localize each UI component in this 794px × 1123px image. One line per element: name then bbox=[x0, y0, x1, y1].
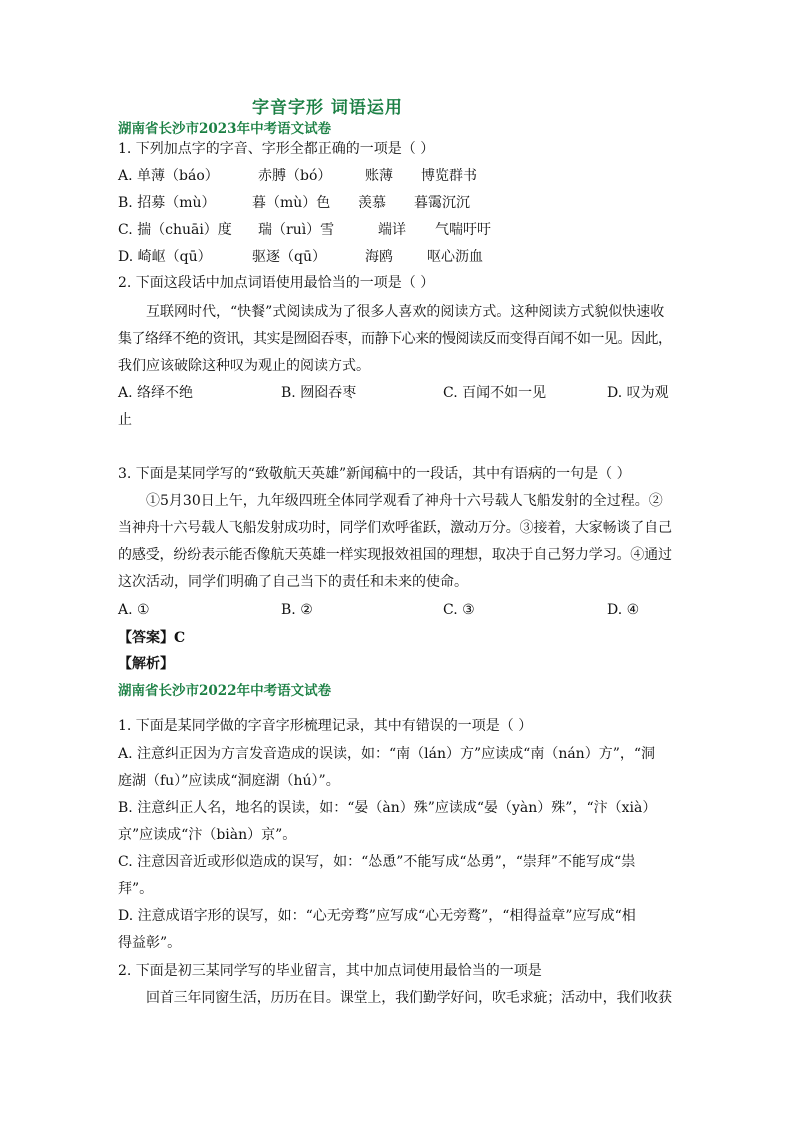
question-1-2023-stem: 1. 下列加点字的字音、字形全都正确的一项是（ ） bbox=[118, 141, 435, 157]
q1-option-d-3: 海鸥 bbox=[365, 249, 393, 265]
q2-option-b: B. 囫囵吞枣 bbox=[281, 385, 357, 401]
q1-option-c-3: 端详 bbox=[378, 222, 406, 238]
source-heading-2022: 湖南省长沙市2022年中考语文试卷 bbox=[118, 683, 332, 699]
q1-2022-option-b-line-1: B. 注意纠正人名，地名的误读，如：“晏（àn）殊”应读成“晏（yàn）殊”，“汴（xià） bbox=[118, 800, 657, 816]
q1-2022-option-d-line-2: 得益彰”。 bbox=[118, 935, 182, 951]
q3-passage-line-4: 这次活动，同学们明确了自己当下的责任和未来的使命。 bbox=[118, 574, 468, 590]
q2-option-c: C. 百闻不如一见 bbox=[443, 385, 547, 401]
q3-option-d: D. ④ bbox=[607, 602, 640, 618]
q2-passage-line-1: 互联网时代，“快餐”式阅读成为了很多人喜欢的阅读方式。这种阅读方式貌似快速收 bbox=[146, 304, 665, 320]
q3-option-c: C. ③ bbox=[443, 602, 475, 618]
q1-option-c-4: 气喘吁吁 bbox=[435, 222, 491, 238]
q2-option-d: D. 叹为观 bbox=[607, 385, 669, 401]
answer-value: C bbox=[174, 630, 186, 646]
q2-option-d-wrap: 止 bbox=[118, 412, 132, 428]
q1-option-a-4: 博览群书 bbox=[421, 168, 477, 184]
question-2-2023-stem: 2. 下面这段话中加点词语使用最恰当的一项是（ ） bbox=[118, 275, 435, 291]
q1-option-a-2: 赤膊（bó） bbox=[258, 168, 332, 184]
q1-option-b-3: 羡慕 bbox=[358, 195, 386, 211]
q1-option-b-2: 暮（mù）色 bbox=[252, 195, 331, 211]
answer-label: 【答案】 bbox=[118, 630, 174, 646]
question-1-2022-stem: 1. 下面是某同学做的字音字形梳理记录，其中有错误的一项是（ ） bbox=[118, 718, 533, 734]
q3-option-a: A. ① bbox=[118, 602, 150, 618]
q1-option-c-1: C. 揣（chuāi）度 bbox=[118, 222, 232, 238]
analysis-label: 【解析】 bbox=[118, 656, 174, 672]
q2-option-a: A. 络绎不绝 bbox=[118, 385, 194, 401]
q1-option-b-1: B. 招募（mù） bbox=[118, 195, 216, 211]
q1-option-a-1: A. 单薄（báo） bbox=[118, 168, 219, 184]
q2-2022-passage-line-1: 回首三年同窗生活，历历在目。课堂上，我们勤学好问，吹毛求疵；活动中，我们收获 bbox=[146, 990, 672, 1006]
q1-2022-option-a-line-2: 庭湖（fu）”应读成“洞庭湖（hú）”。 bbox=[118, 773, 340, 789]
q2-passage-line-2: 集了络绎不绝的资讯，其实是囫囵吞枣，而静下心来的慢阅读反而变得百闻不如一见。因此， bbox=[118, 331, 672, 347]
q3-passage-line-2: 当神舟十六号载人飞船发射成功时，同学们欢呼雀跃，激动万分。③接着，大家畅谈了自己 bbox=[118, 520, 672, 536]
q1-option-b-4: 暮霭沉沉 bbox=[414, 195, 470, 211]
question-3-2023-stem: 3. 下面是某同学写的“致敬航天英雄”新闻稿中的一段话，其中有语病的一句是（ ） bbox=[118, 466, 631, 482]
q1-option-a-3: 账薄 bbox=[365, 168, 393, 184]
q3-option-b: B. ② bbox=[281, 602, 313, 618]
q1-2022-option-c-line-1: C. 注意因音近或形似造成的误写，如：“怂恿”不能写成“怂勇”，“崇拜”不能写成“祟 bbox=[118, 854, 636, 870]
question-2-2022-stem: 2. 下面是初三某同学写的毕业留言，其中加点词使用最恰当的一项是 bbox=[118, 963, 542, 979]
q1-2022-option-c-line-2: 拜”。 bbox=[118, 881, 154, 897]
page-title: 字音字形 词语运用 bbox=[252, 98, 403, 118]
q1-2022-option-a-line-1: A. 注意纠正因为方言发音造成的误读，如：“南（lán）方”应读成“南（nán）方”，“洞 bbox=[118, 746, 656, 762]
q3-passage-line-1: ①5月30日上午，九年级四班全体同学观看了神舟十六号载人飞船发射的全过程。② bbox=[146, 493, 663, 509]
source-heading-2023: 湖南省长沙市2023年中考语文试卷 bbox=[118, 121, 332, 137]
q1-2022-option-d-line-1: D. 注意成语字形的误写，如：“心无旁骛”应写成“心无旁鹜”，“相得益章”应写成“相 bbox=[118, 908, 636, 924]
answer-row bbox=[118, 628, 185, 648]
q1-option-d-4: 呕心沥血 bbox=[427, 249, 483, 265]
q3-passage-line-3: 的感受，纷纷表示能否像航天英雄一样实现报效祖国的理想，取决于自己努力学习。④通过 bbox=[118, 547, 672, 563]
q1-option-d-1: D. 崎岖（qū） bbox=[118, 249, 212, 265]
q1-option-c-2: 瑞（ruì）雪 bbox=[258, 222, 335, 238]
q1-option-d-2: 驱逐（qū） bbox=[252, 249, 326, 265]
q1-2022-option-b-line-2: 京”应读成“汴（biàn）京”。 bbox=[118, 827, 297, 843]
q2-passage-line-3: 我们应该破除这种叹为观止的阅读方式。 bbox=[118, 358, 370, 374]
